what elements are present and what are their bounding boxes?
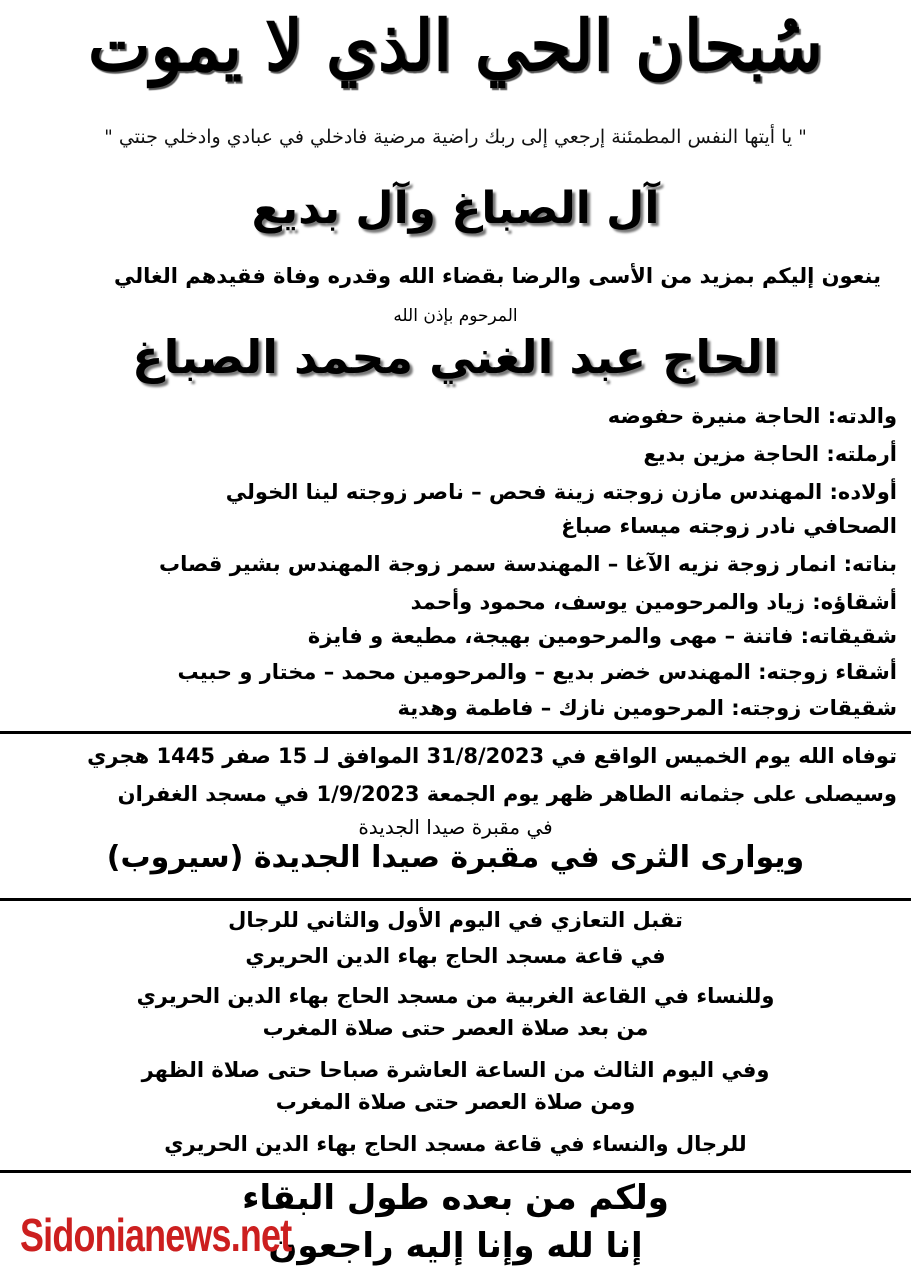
cemetery-line: في مقبرة صيدا الجديدة — [358, 815, 553, 839]
relative-line-wife-sisters: شقيقات زوجته: المرحومين نازك – فاطمة وهدية — [397, 696, 897, 720]
relative-line-sisters: شقيقاته: فاتنة – مهى والمرحومين بهيجة، مطيعة و فايزة — [307, 624, 897, 648]
condolence-line-5: وفي اليوم الثالث من الساعة العاشرة صباحا حتى صلاة الظهر — [141, 1058, 770, 1082]
relative-line-wife-brothers: أشقاء زوجته: المهندس خضر بديع – والمرحومين محمد – مختار و حبيب — [177, 660, 897, 684]
condolence-line-3: وللنساء في القاعة الغربية من مسجد الحاج بهاء الدين الحريري — [136, 984, 775, 1008]
condolence-line-6: ومن صلاة العصر حتى صلاة المغرب — [275, 1090, 636, 1114]
burial-line: ويوارى الثرى في مقبرة صيدا الجديدة (سيروب) — [106, 840, 805, 875]
relative-line-sons-2: الصحافي نادر زوجته ميساء صباغ — [561, 514, 897, 538]
death-date-line: توفاه الله يوم الخميس الواقع في 31/8/2023 الموافق لـ 15 صفر 1445 هجري — [87, 744, 897, 768]
quran-verse: " يا أيتها النفس المطمئنة إرجعي إلى ربك راضية مرضية فادخلي في عبادي وادخلي جنتي " — [104, 126, 807, 148]
deceased-name: الحاج عبد الغني محمد الصباغ — [132, 330, 779, 384]
prayer-line: وسيصلى على جثمانه الطاهر ظهر يوم الجمعة 1/9/2023 في مسجد الغفران — [117, 782, 897, 806]
relative-line-widow: أرملته: الحاجة مزين بديع — [643, 442, 897, 466]
divider-2 — [0, 898, 911, 901]
relative-line-sons: أولاده: المهندس مازن زوجته زينة فحص – ناصر زوجته لينا الخولي — [225, 480, 897, 504]
divider-1 — [0, 731, 911, 734]
families-title: آل الصباغ وآل بديع — [251, 183, 660, 234]
divider-3 — [0, 1170, 911, 1173]
site-watermark: Sidonianews.net — [20, 1209, 292, 1261]
relative-line-daughters: بناته: انمار زوجة نزيه الآغا – المهندسة سمر زوجة المهندس بشير قصاب — [158, 552, 897, 576]
closing-line-2: إنا لله وإنا إليه راجعون — [268, 1226, 643, 1266]
announcement-text: ينعون إليكم بمزيد من الأسى والرضا بقضاء الله وقدره وفاة فقيدهم الغالي — [114, 264, 881, 288]
closing-line-1: ولكم من بعده طول البقاء — [242, 1178, 669, 1218]
condolence-line-2: في قاعة مسجد الحاج بهاء الدين الحريري — [245, 944, 666, 968]
condolence-line-1: تقبل التعازي في اليوم الأول والثاني للرجال — [228, 908, 683, 932]
header-calligraphy: سُبحان الحي الذي لا يموت — [87, 4, 824, 87]
late-label: المرحوم بإذن الله — [393, 306, 518, 326]
relative-line-mother: والدته: الحاجة منيرة حفوضه — [607, 404, 897, 428]
condolence-line-4: من بعد صلاة العصر حتى صلاة المغرب — [262, 1016, 649, 1040]
condolence-line-7: للرجال والنساء في قاعة مسجد الحاج بهاء الدين الحريري — [164, 1132, 747, 1156]
relative-line-brothers: أشقاؤه: زياد والمرحومين يوسف، محمود وأحمد — [410, 590, 897, 614]
